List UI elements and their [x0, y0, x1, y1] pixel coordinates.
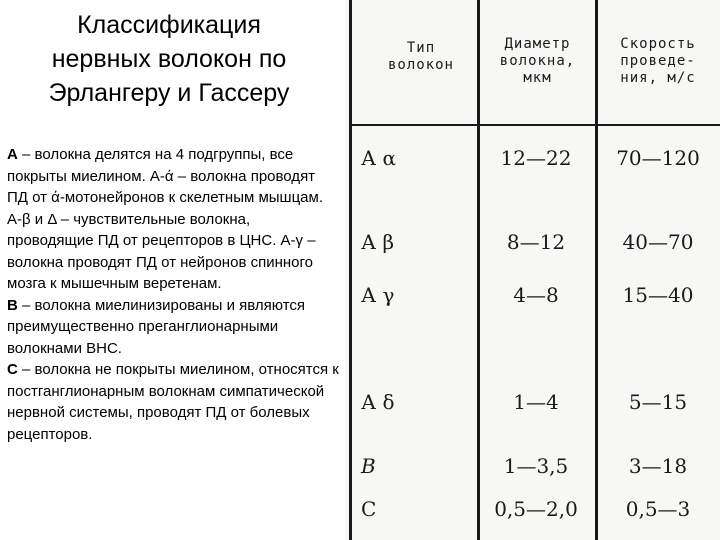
cell-type: С — [361, 497, 377, 521]
cell-diameter: 0,5—2,0 — [494, 497, 578, 521]
fiber-description — [7, 144, 339, 445]
title-line: Эрлангеру и Гассеру — [48, 79, 290, 107]
cell-diameter: 12—22 — [500, 146, 572, 170]
cell-speed: 40—70 — [622, 230, 694, 254]
cell-type: В — [361, 454, 376, 478]
cell-type: А γ — [361, 283, 395, 307]
cell-type: А δ — [361, 390, 395, 414]
header-diameter: Диаметр волокна, мкм — [499, 36, 576, 86]
cell-speed: 5—15 — [628, 390, 688, 414]
cell-speed: 15—40 — [622, 283, 694, 307]
group-b-text: – волокна миелинизированы и являются преимущественно преганглионарными волокнами ВНС. — [7, 296, 306, 357]
fiber-table-scan — [345, 0, 720, 540]
cell-type: А α — [361, 146, 397, 170]
group-b-letter: В — [7, 296, 18, 314]
title-line: Классификация — [77, 11, 261, 39]
group-c-text: – волокна не покрыты миелином, относятся к постганглионарным волокнам симпатической нервной системы, проводят ПД от болевых рецепторов. — [7, 361, 339, 443]
slide-title — [8, 8, 330, 110]
cell-diameter: 4—8 — [513, 283, 559, 307]
cell-speed: 3—18 — [628, 454, 688, 478]
group-c-letter: С — [7, 361, 18, 378]
table-header-rule — [349, 124, 720, 126]
title-line: нервных волокон по — [51, 45, 287, 73]
header-type: Тип волокон — [387, 40, 454, 73]
cell-diameter: 1—4 — [513, 390, 559, 414]
cell-type: А β — [361, 230, 395, 254]
group-a-text: – волокна делятся на 4 подгруппы, все покрыты миелином. А-ά – волокна проводят ПД от ά-мотонейронов к скелетным мышцам. А-β и Δ – чувствительные волокна, проводящие ПД от рецепторов в ЦНС. А-γ – волокна проводят ПД от нейронов спинного мозга к мышечным веретенам. — [7, 146, 324, 292]
cell-speed: 0,5—3 — [625, 497, 691, 521]
header-speed: Скорость проведе- ния, м/с — [620, 36, 696, 86]
cell-speed: 70—120 — [616, 146, 700, 170]
group-a-letter: А — [7, 146, 18, 163]
cell-diameter: 8—12 — [506, 230, 566, 254]
table-border-left — [349, 0, 352, 540]
cell-diameter: 1—3,5 — [503, 454, 569, 478]
